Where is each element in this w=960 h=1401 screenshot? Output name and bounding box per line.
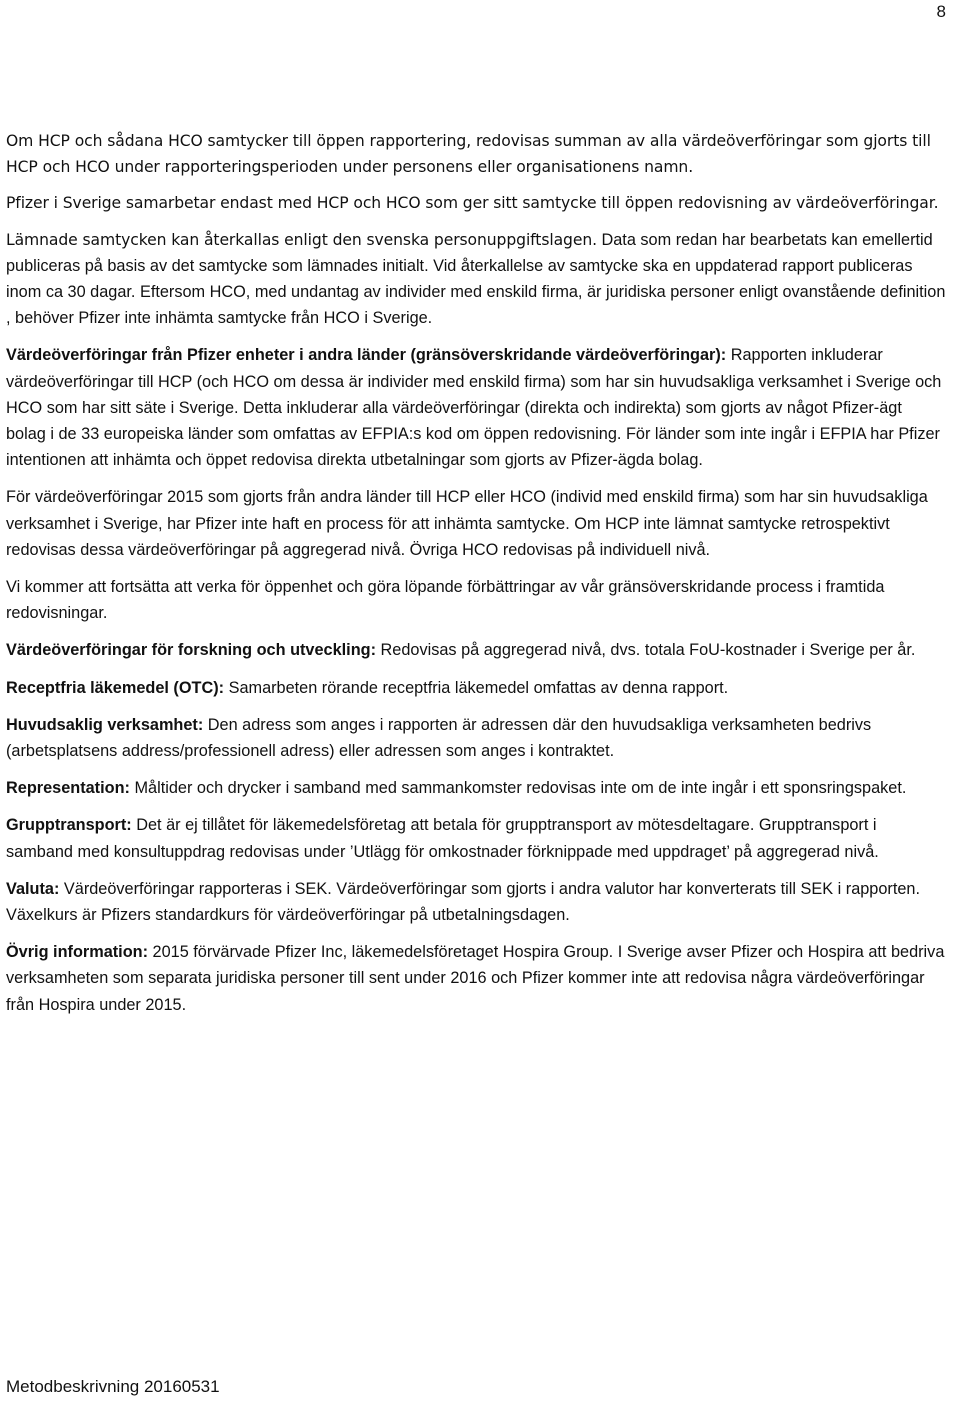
paragraph-pfizer-cooperation: Pfizer i Sverige samarbetar endast med HCP och HCO som ger sitt samtycke till öppen redovisning av värdeöverföringar. bbox=[6, 194, 939, 213]
consent-withdrawal-text: Lämnade samtycken kan återkallas enligt den svenska personuppgiftslagen. bbox=[6, 230, 597, 249]
cross-border-text: Rapporten inkluderar värdeöverföringar till HCP (och HCO om dessa är individer med enskild firma) som har sin huvudsakliga verksamhet i Sverige och HCO som har sitt säte i Sverige. Detta inkluderar alla värdeöverföringar (direkta och indirekta) som gjorts av något Pfizer-ägt bolag i de 33 europeiska länder som omfattas av EFPIA:s kod om öppen redovisning. För länder som inte ingår i EFPIA har Pfizer intentionen att inhämta och öppet redovisa direkta utbetalningar som gjorts av Pfizer-ägda bolag. bbox=[6, 346, 942, 470]
document-body bbox=[6, 128, 946, 1018]
other-information-label: Övrig information: bbox=[6, 943, 149, 962]
consent-withdrawal-data-text: Data som redan har bearbetats kan emellertid publiceras på basis av det samtycke som lämnades initialt. Vid återkallelse av samtycke ska en uppdaterad rapport publiceras inom ca 30 dagar. bbox=[6, 230, 933, 302]
currency-label: Valuta: bbox=[6, 879, 60, 898]
consent-withdrawal-hco-text: Eftersom HCO, med undantag av individer med enskild firma, är juridiska personer enligt ovanstående definition , behöver Pfizer inte inhämta samtycke från HCO i Sverige. bbox=[6, 283, 946, 328]
paragraph-other-information bbox=[6, 939, 946, 1018]
paragraph-currency bbox=[6, 876, 946, 928]
paragraph-group-transport bbox=[6, 812, 946, 864]
group-transport-text: Det är ej tillåtet för läkemedelsföretag att betala för grupptransport av mötesdeltagare. Grupptransport i samband med konsultuppdrag redovisas under ’Utlägg för omkostnader förknippade med uppdraget’ på aggregerad nivå. bbox=[6, 816, 879, 861]
paragraph-main-business bbox=[6, 712, 946, 764]
other-information-text: 2015 förvärvade Pfizer Inc, läkemedelsföretaget Hospira Group. I Sverige avser Pfizer och Hospira att bedriva verksamheten som separata juridiska personer till sent under 2016 och Pfizer kommer inte att redovisa några värdeöverföringar från Hospira under 2015. bbox=[6, 943, 945, 1014]
currency-text: Värdeöverföringar rapporteras i SEK. Värdeöverföringar som gjorts i andra valutor har konverterats till SEK i rapporten. Växelkurs är Pfizers standardkurs för värdeöverföringar på utbetalningsdagen. bbox=[6, 879, 920, 925]
otc-label: Receptfria läkemedel (OTC): bbox=[6, 678, 225, 697]
paragraph-openness: Vi kommer att fortsätta att verka för öppenhet och göra löpande förbättringar av vår gränsöverskridande process i framtida redovisningar. bbox=[6, 578, 885, 623]
paragraph-otc bbox=[6, 675, 946, 701]
paragraph-representation bbox=[6, 775, 946, 801]
page-footer: Metodbeskrivning 20160531 bbox=[6, 1377, 220, 1396]
group-transport-label: Grupptransport: bbox=[6, 816, 132, 835]
paragraph-consent-withdrawal bbox=[6, 227, 946, 332]
main-business-label: Huvudsaklig verksamhet: bbox=[6, 715, 204, 734]
page-number: 8 bbox=[936, 2, 946, 21]
main-business-text: Den adress som anges i rapporten är adressen där den huvudsakliga verksamheten bedrivs (arbetsplatsens address/professionell adress) eller adressen som anges i kontraktet. bbox=[6, 715, 872, 761]
research-development-label: Värdeöverföringar för forskning och utveckling: bbox=[6, 641, 377, 660]
paragraph-research-development bbox=[6, 637, 946, 663]
paragraph-2015-transfers: För värdeöverföringar 2015 som gjorts från andra länder till HCP eller HCO (individ med enskild firma) som har sin huvudsakliga verksamhet i Sverige, har Pfizer inte haft en process för att inhämta samtycke. Om HCP inte lämnat samtycke retrospektivt redovisas dessa värdeöverföringar på aggregerad nivå. Övriga HCO redovisas på individuell nivå. bbox=[6, 488, 928, 559]
research-development-text: Redovisas på aggregerad nivå, dvs. totala FoU-kostnader i Sverige per år. bbox=[376, 641, 916, 660]
cross-border-label: Värdeöverföringar från Pfizer enheter i andra länder (gränsöverskridande värdeöverföringar): bbox=[6, 346, 727, 365]
representation-label: Representation: bbox=[6, 779, 130, 798]
representation-text: Måltider och drycker i samband med sammankomster redovisas inte om de inte ingår i ett sponsringspaket. bbox=[129, 779, 907, 798]
otc-text: Samarbeten rörande receptfria läkemedel omfattas av denna rapport. bbox=[224, 678, 729, 697]
paragraph-cross-border bbox=[6, 342, 946, 473]
paragraph-consent-reporting: Om HCP och sådana HCO samtycker till öppen rapportering, redovisas summan av alla värdeöverföringar som gjorts till HCP och HCO under rapporteringsperioden under personens eller organisationens namn. bbox=[6, 132, 931, 177]
